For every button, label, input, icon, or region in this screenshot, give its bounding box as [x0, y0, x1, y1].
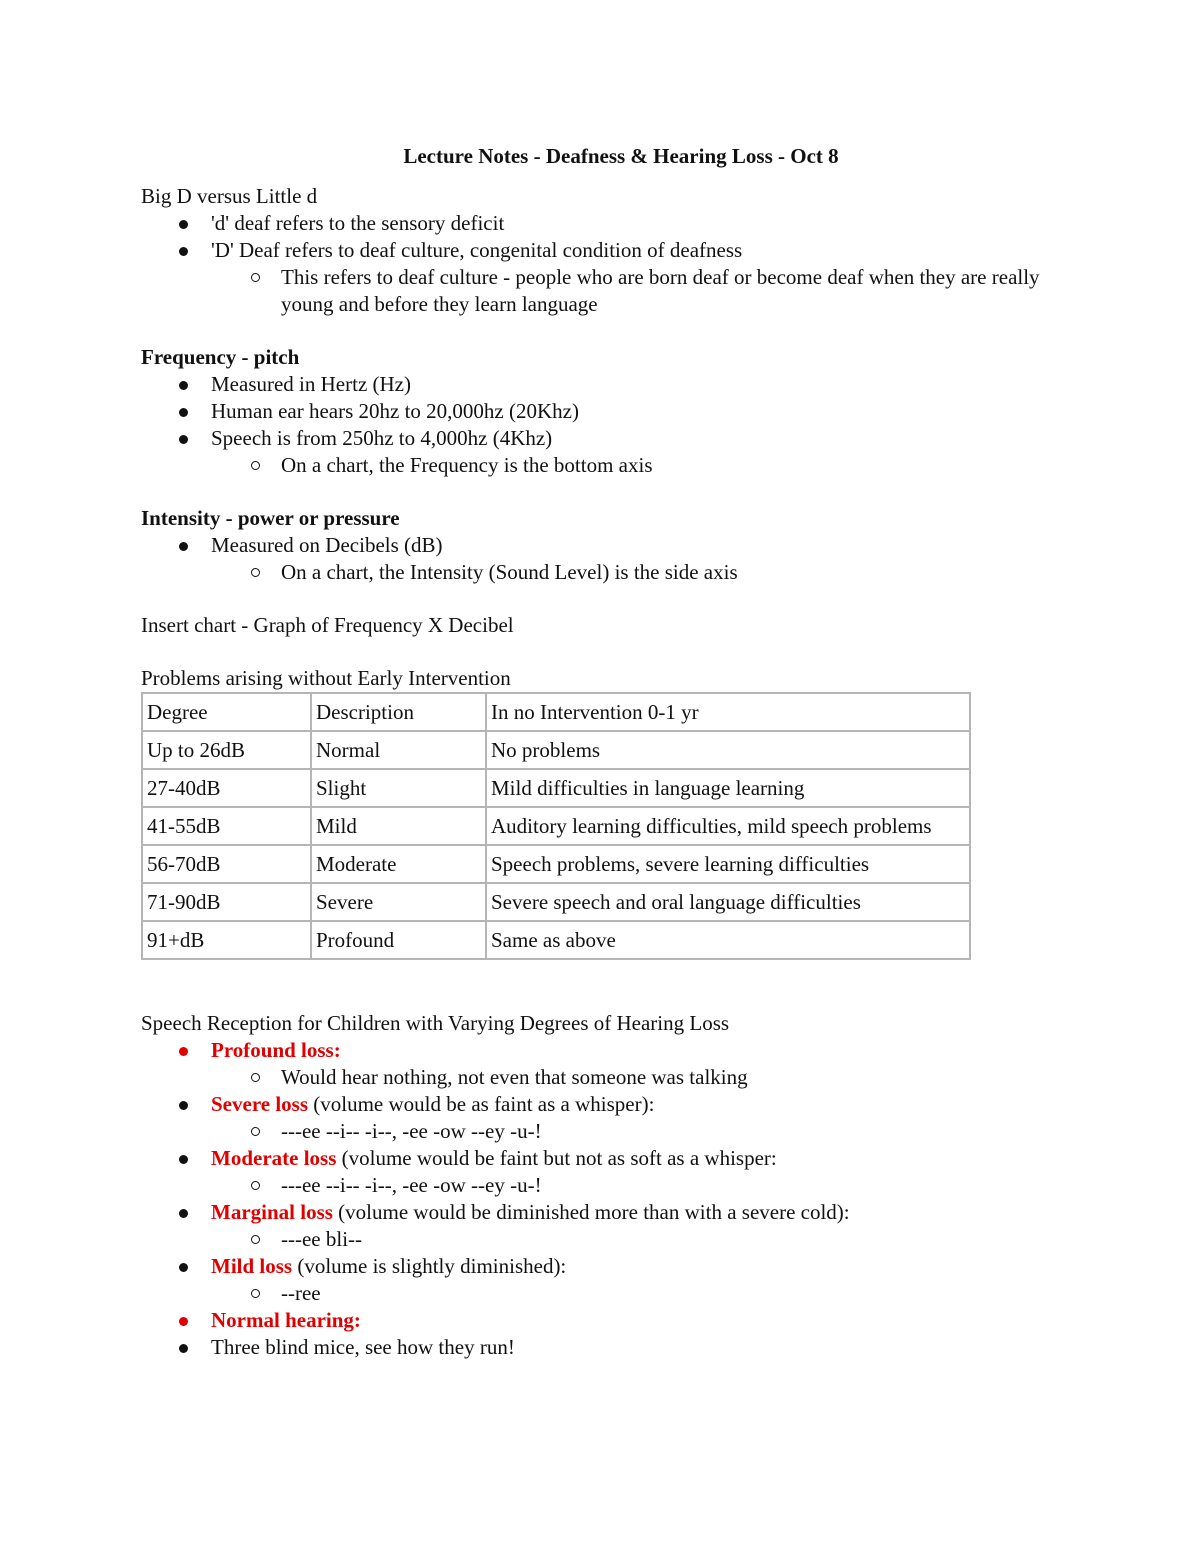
sub-list-item [211, 1226, 1061, 1253]
sub-list-item [211, 1172, 1061, 1199]
bullet-icon [179, 1101, 188, 1110]
list-item [141, 398, 1061, 425]
table-cell: Same as above [486, 921, 970, 959]
loss-description: (volume would be as faint as a whisper): [308, 1092, 655, 1116]
frequency-heading: Frequency - pitch [141, 345, 300, 369]
table-cell: Severe speech and oral language difficulties [486, 883, 970, 921]
hollow-bullet-icon [251, 1073, 260, 1082]
table-cell: Mild difficulties in language learning [486, 769, 970, 807]
bullet-icon [179, 408, 188, 417]
sub-list-item [211, 264, 1061, 318]
list-item-text: Measured in Hertz (Hz) [211, 372, 411, 396]
sub-list [211, 559, 1061, 586]
sub-list-item [211, 1280, 1061, 1307]
intensity-heading: Intensity - power or pressure [141, 506, 400, 530]
table-row [142, 921, 970, 959]
table-cell: 71-90dB [142, 883, 311, 921]
list-item-text: 'D' Deaf refers to deaf culture, congenital condition of deafness [211, 238, 743, 262]
big-d-section [141, 183, 1061, 318]
sub-list-item-text: On a chart, the Intensity (Sound Level) is the side axis [281, 560, 738, 584]
sub-list [211, 1226, 1061, 1253]
frequency-list [141, 371, 1061, 479]
sub-list [211, 1280, 1061, 1307]
table-cell: 27-40dB [142, 769, 311, 807]
loss-label: Marginal loss [211, 1200, 333, 1224]
table-cell: No problems [486, 731, 970, 769]
list-item-text: Speech is from 250hz to 4,000hz (4Khz) [211, 426, 553, 450]
list-item [141, 1307, 1061, 1334]
table-row [142, 731, 970, 769]
header-cell: In no Intervention 0-1 yr [486, 693, 970, 731]
sub-list-item-text: This refers to deaf culture - people who are born deaf or become deaf when they are really young and before they learn language [281, 265, 1040, 316]
speech-list [141, 1037, 1061, 1361]
insert-chart-note: Insert chart - Graph of Frequency X Decibel [141, 613, 514, 637]
sub-list-item [211, 452, 1061, 479]
table-row [142, 807, 970, 845]
problems-heading: Problems arising without Early Intervention [141, 666, 511, 690]
sub-list-item [211, 1118, 1061, 1145]
sub-list-item-text: ---ee --i-- -i--, -ee -ow --ey -u-! [281, 1119, 542, 1143]
list-item [141, 1145, 1061, 1199]
table-cell: 91+dB [142, 921, 311, 959]
table-cell: Mild [311, 807, 486, 845]
sub-list-item-text: ---ee --i-- -i--, -ee -ow --ey -u-! [281, 1173, 542, 1197]
loss-description: (volume would be diminished more than with a severe cold): [332, 1200, 850, 1224]
final-line: Three blind mice, see how they run! [211, 1335, 515, 1359]
bullet-icon [179, 542, 188, 551]
list-item-text: Measured on Decibels (dB) [211, 533, 443, 557]
big-d-list [141, 210, 1061, 318]
loss-label: Moderate loss [211, 1146, 337, 1170]
list-item [141, 210, 1061, 237]
list-item [141, 371, 1061, 398]
header-cell: Degree [142, 693, 311, 731]
hearing-loss-table [141, 692, 971, 960]
bullet-icon [179, 1344, 188, 1353]
loss-description: (volume is slightly diminished): [292, 1254, 567, 1278]
table-cell: Moderate [311, 845, 486, 883]
sub-list [211, 452, 1061, 479]
intensity-section [141, 505, 1061, 586]
table-cell: 56-70dB [142, 845, 311, 883]
problems-section [141, 665, 1061, 960]
speech-heading: Speech Reception for Children with Varying Degrees of Hearing Loss [141, 1011, 730, 1035]
loss-label: Severe loss [211, 1092, 309, 1116]
list-item-text: 'd' deaf refers to the sensory deficit [211, 211, 505, 235]
table-cell: 41-55dB [142, 807, 311, 845]
sub-list [211, 1064, 1061, 1091]
loss-label: Profound loss: [211, 1038, 341, 1062]
table-header-row [142, 693, 970, 731]
page-title: Lecture Notes - Deafness & Hearing Loss - Oct 8 [403, 144, 839, 168]
bullet-icon [179, 435, 188, 444]
table-cell: Up to 26dB [142, 731, 311, 769]
list-item [141, 1037, 1061, 1091]
table-row [142, 883, 970, 921]
hollow-bullet-icon [251, 1235, 260, 1244]
intensity-list [141, 532, 1061, 586]
bullet-icon [179, 1209, 188, 1218]
table-cell: Severe [311, 883, 486, 921]
sub-list-item-text: Would hear nothing, not even that someone was talking [281, 1065, 748, 1089]
frequency-section [141, 344, 1061, 479]
hollow-bullet-icon [251, 461, 260, 470]
document-page [141, 143, 1061, 1361]
big-d-heading: Big D versus Little d [141, 184, 318, 208]
bullet-icon [179, 1263, 188, 1272]
hollow-bullet-icon [251, 273, 260, 282]
list-item [141, 425, 1061, 479]
sub-list-item-text: On a chart, the Frequency is the bottom axis [281, 453, 653, 477]
header-cell: Description [311, 693, 486, 731]
red-bullet-icon [179, 1317, 188, 1326]
bullet-icon [179, 220, 188, 229]
loss-label: Normal hearing: [211, 1308, 361, 1332]
list-item [141, 1199, 1061, 1253]
list-item [141, 1334, 1061, 1361]
list-item [141, 1253, 1061, 1307]
speech-reception-section [141, 1010, 1061, 1361]
table-cell: Auditory learning difficulties, mild speech problems [486, 807, 970, 845]
sub-list-item-text: ---ee bli-- [281, 1227, 363, 1251]
sub-list [211, 1118, 1061, 1145]
bullet-icon [179, 381, 188, 390]
list-item [141, 237, 1061, 318]
hollow-bullet-icon [251, 1181, 260, 1190]
table-cell: Speech problems, severe learning difficulties [486, 845, 970, 883]
hollow-bullet-icon [251, 568, 260, 577]
list-item [141, 1091, 1061, 1145]
table-row [142, 845, 970, 883]
sub-list-item-text: --ree [281, 1281, 321, 1305]
table-row [142, 769, 970, 807]
bullet-icon [179, 1155, 188, 1164]
list-item [141, 532, 1061, 586]
sub-list [211, 264, 1061, 318]
sub-list-item [211, 1064, 1061, 1091]
sub-list-item [211, 559, 1061, 586]
table-cell: Slight [311, 769, 486, 807]
table-cell: Profound [311, 921, 486, 959]
red-bullet-icon [179, 1047, 188, 1056]
hollow-bullet-icon [251, 1289, 260, 1298]
loss-description: (volume would be faint but not as soft as a whisper: [336, 1146, 777, 1170]
sub-list [211, 1172, 1061, 1199]
hollow-bullet-icon [251, 1127, 260, 1136]
bullet-icon [179, 247, 188, 256]
list-item-text: Human ear hears 20hz to 20,000hz (20Khz) [211, 399, 579, 423]
table-cell: Normal [311, 731, 486, 769]
loss-label: Mild loss [211, 1254, 293, 1278]
